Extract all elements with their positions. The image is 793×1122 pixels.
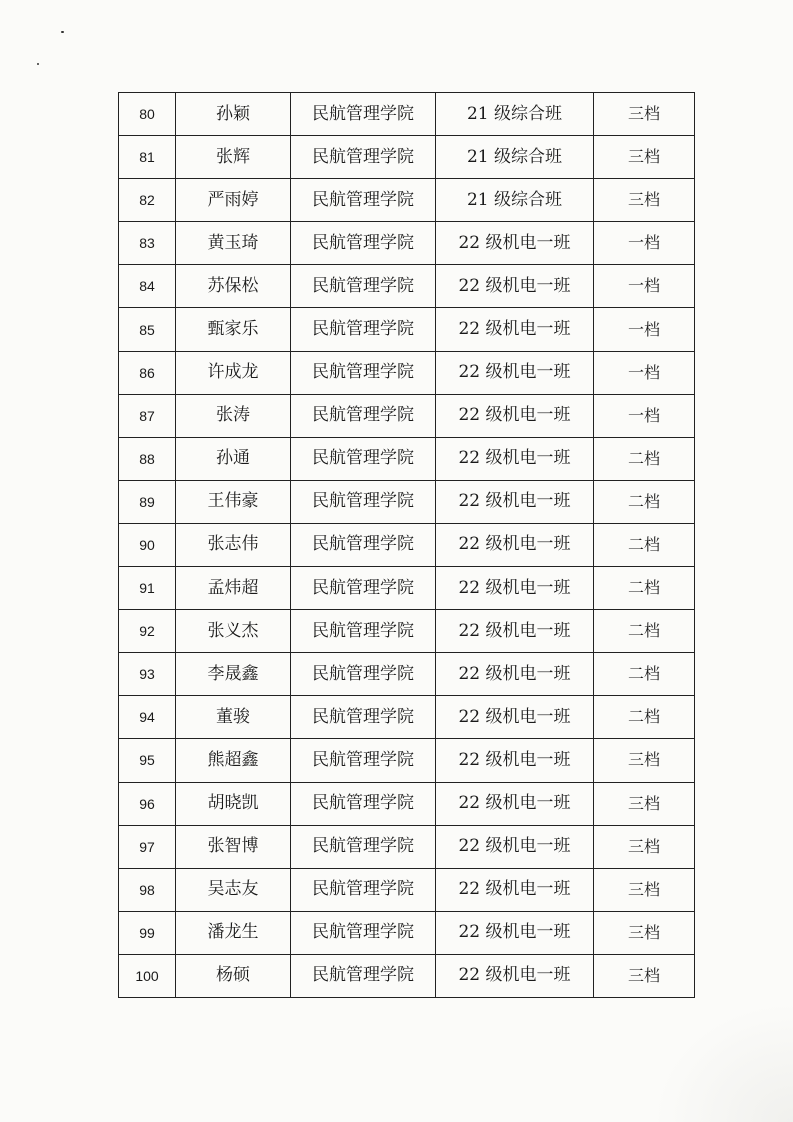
student-name: 黄玉琦 bbox=[176, 222, 291, 265]
tier-level: 一档 bbox=[594, 351, 695, 394]
table-row bbox=[119, 739, 695, 782]
table-row bbox=[119, 136, 695, 179]
class-name: 21 级综合班 bbox=[436, 93, 594, 136]
table-row bbox=[119, 437, 695, 480]
roster-table-body bbox=[119, 93, 695, 998]
tier-level: 二档 bbox=[594, 567, 695, 610]
student-name: 潘龙生 bbox=[176, 911, 291, 954]
row-number: 91 bbox=[119, 567, 176, 610]
tier-level: 三档 bbox=[594, 911, 695, 954]
college-name: 民航管理学院 bbox=[291, 911, 436, 954]
table-row bbox=[119, 265, 695, 308]
tier-level: 二档 bbox=[594, 480, 695, 523]
student-name: 甄家乐 bbox=[176, 308, 291, 351]
table-row bbox=[119, 868, 695, 911]
row-number: 90 bbox=[119, 523, 176, 566]
college-name: 民航管理学院 bbox=[291, 696, 436, 739]
student-name: 孟炜超 bbox=[176, 567, 291, 610]
tier-level: 三档 bbox=[594, 739, 695, 782]
tier-level: 二档 bbox=[594, 653, 695, 696]
tier-level: 二档 bbox=[594, 696, 695, 739]
student-name: 王伟豪 bbox=[176, 480, 291, 523]
college-name: 民航管理学院 bbox=[291, 351, 436, 394]
row-number: 94 bbox=[119, 696, 176, 739]
table-row bbox=[119, 308, 695, 351]
tier-level: 三档 bbox=[594, 868, 695, 911]
class-name: 22 级机电一班 bbox=[436, 868, 594, 911]
student-name: 张志伟 bbox=[176, 523, 291, 566]
class-name: 22 级机电一班 bbox=[436, 739, 594, 782]
row-number: 82 bbox=[119, 179, 176, 222]
college-name: 民航管理学院 bbox=[291, 136, 436, 179]
class-name: 22 级机电一班 bbox=[436, 696, 594, 739]
student-name: 胡晓凯 bbox=[176, 782, 291, 825]
college-name: 民航管理学院 bbox=[291, 523, 436, 566]
class-name: 22 级机电一班 bbox=[436, 308, 594, 351]
row-number: 80 bbox=[119, 93, 176, 136]
row-number: 93 bbox=[119, 653, 176, 696]
student-name: 熊超鑫 bbox=[176, 739, 291, 782]
class-name: 22 级机电一班 bbox=[436, 567, 594, 610]
class-name: 22 级机电一班 bbox=[436, 653, 594, 696]
table-row bbox=[119, 696, 695, 739]
row-number: 88 bbox=[119, 437, 176, 480]
class-name: 22 级机电一班 bbox=[436, 480, 594, 523]
college-name: 民航管理学院 bbox=[291, 567, 436, 610]
class-name: 22 级机电一班 bbox=[436, 954, 594, 997]
tier-level: 二档 bbox=[594, 437, 695, 480]
table-row bbox=[119, 351, 695, 394]
row-number: 83 bbox=[119, 222, 176, 265]
class-name: 22 级机电一班 bbox=[436, 351, 594, 394]
tier-level: 三档 bbox=[594, 136, 695, 179]
row-number: 86 bbox=[119, 351, 176, 394]
student-name: 严雨婷 bbox=[176, 179, 291, 222]
table-row bbox=[119, 480, 695, 523]
college-name: 民航管理学院 bbox=[291, 93, 436, 136]
table-row bbox=[119, 911, 695, 954]
college-name: 民航管理学院 bbox=[291, 739, 436, 782]
student-name: 苏保松 bbox=[176, 265, 291, 308]
tier-level: 三档 bbox=[594, 954, 695, 997]
tier-level: 一档 bbox=[594, 308, 695, 351]
student-name: 孙通 bbox=[176, 437, 291, 480]
tier-level: 三档 bbox=[594, 782, 695, 825]
college-name: 民航管理学院 bbox=[291, 480, 436, 523]
student-name: 许成龙 bbox=[176, 351, 291, 394]
class-name: 22 级机电一班 bbox=[436, 610, 594, 653]
college-name: 民航管理学院 bbox=[291, 394, 436, 437]
row-number: 98 bbox=[119, 868, 176, 911]
class-name: 22 级机电一班 bbox=[436, 825, 594, 868]
class-name: 22 级机电一班 bbox=[436, 265, 594, 308]
college-name: 民航管理学院 bbox=[291, 179, 436, 222]
table-row bbox=[119, 394, 695, 437]
table-row bbox=[119, 782, 695, 825]
class-name: 22 级机电一班 bbox=[436, 523, 594, 566]
tier-level: 一档 bbox=[594, 222, 695, 265]
college-name: 民航管理学院 bbox=[291, 437, 436, 480]
table-row bbox=[119, 825, 695, 868]
student-name: 张辉 bbox=[176, 136, 291, 179]
row-number: 89 bbox=[119, 480, 176, 523]
table-row bbox=[119, 222, 695, 265]
table-row bbox=[119, 93, 695, 136]
student-name: 张智博 bbox=[176, 825, 291, 868]
class-name: 22 级机电一班 bbox=[436, 222, 594, 265]
roster-table bbox=[118, 92, 695, 998]
row-number: 81 bbox=[119, 136, 176, 179]
tier-level: 二档 bbox=[594, 610, 695, 653]
student-name: 吴志友 bbox=[176, 868, 291, 911]
table-row bbox=[119, 523, 695, 566]
row-number: 85 bbox=[119, 308, 176, 351]
college-name: 民航管理学院 bbox=[291, 222, 436, 265]
scan-speck bbox=[61, 31, 64, 33]
scan-speck bbox=[37, 63, 39, 65]
table-row bbox=[119, 179, 695, 222]
student-name: 李晟鑫 bbox=[176, 653, 291, 696]
college-name: 民航管理学院 bbox=[291, 825, 436, 868]
student-name: 董骏 bbox=[176, 696, 291, 739]
row-number: 100 bbox=[119, 954, 176, 997]
tier-level: 三档 bbox=[594, 825, 695, 868]
college-name: 民航管理学院 bbox=[291, 653, 436, 696]
table-row bbox=[119, 954, 695, 997]
row-number: 92 bbox=[119, 610, 176, 653]
college-name: 民航管理学院 bbox=[291, 868, 436, 911]
tier-level: 一档 bbox=[594, 265, 695, 308]
tier-level: 三档 bbox=[594, 93, 695, 136]
row-number: 95 bbox=[119, 739, 176, 782]
row-number: 99 bbox=[119, 911, 176, 954]
student-name: 张义杰 bbox=[176, 610, 291, 653]
student-name: 杨硕 bbox=[176, 954, 291, 997]
class-name: 22 级机电一班 bbox=[436, 782, 594, 825]
college-name: 民航管理学院 bbox=[291, 782, 436, 825]
class-name: 21 级综合班 bbox=[436, 136, 594, 179]
college-name: 民航管理学院 bbox=[291, 308, 436, 351]
class-name: 22 级机电一班 bbox=[436, 437, 594, 480]
class-name: 21 级综合班 bbox=[436, 179, 594, 222]
class-name: 22 级机电一班 bbox=[436, 394, 594, 437]
table-row bbox=[119, 567, 695, 610]
student-name: 孙颖 bbox=[176, 93, 291, 136]
tier-level: 一档 bbox=[594, 394, 695, 437]
tier-level: 二档 bbox=[594, 523, 695, 566]
row-number: 87 bbox=[119, 394, 176, 437]
scan-shadow bbox=[653, 1002, 793, 1122]
student-name: 张涛 bbox=[176, 394, 291, 437]
college-name: 民航管理学院 bbox=[291, 954, 436, 997]
college-name: 民航管理学院 bbox=[291, 265, 436, 308]
college-name: 民航管理学院 bbox=[291, 610, 436, 653]
row-number: 96 bbox=[119, 782, 176, 825]
table-row bbox=[119, 653, 695, 696]
table-row bbox=[119, 610, 695, 653]
tier-level: 三档 bbox=[594, 179, 695, 222]
row-number: 97 bbox=[119, 825, 176, 868]
class-name: 22 级机电一班 bbox=[436, 911, 594, 954]
row-number: 84 bbox=[119, 265, 176, 308]
